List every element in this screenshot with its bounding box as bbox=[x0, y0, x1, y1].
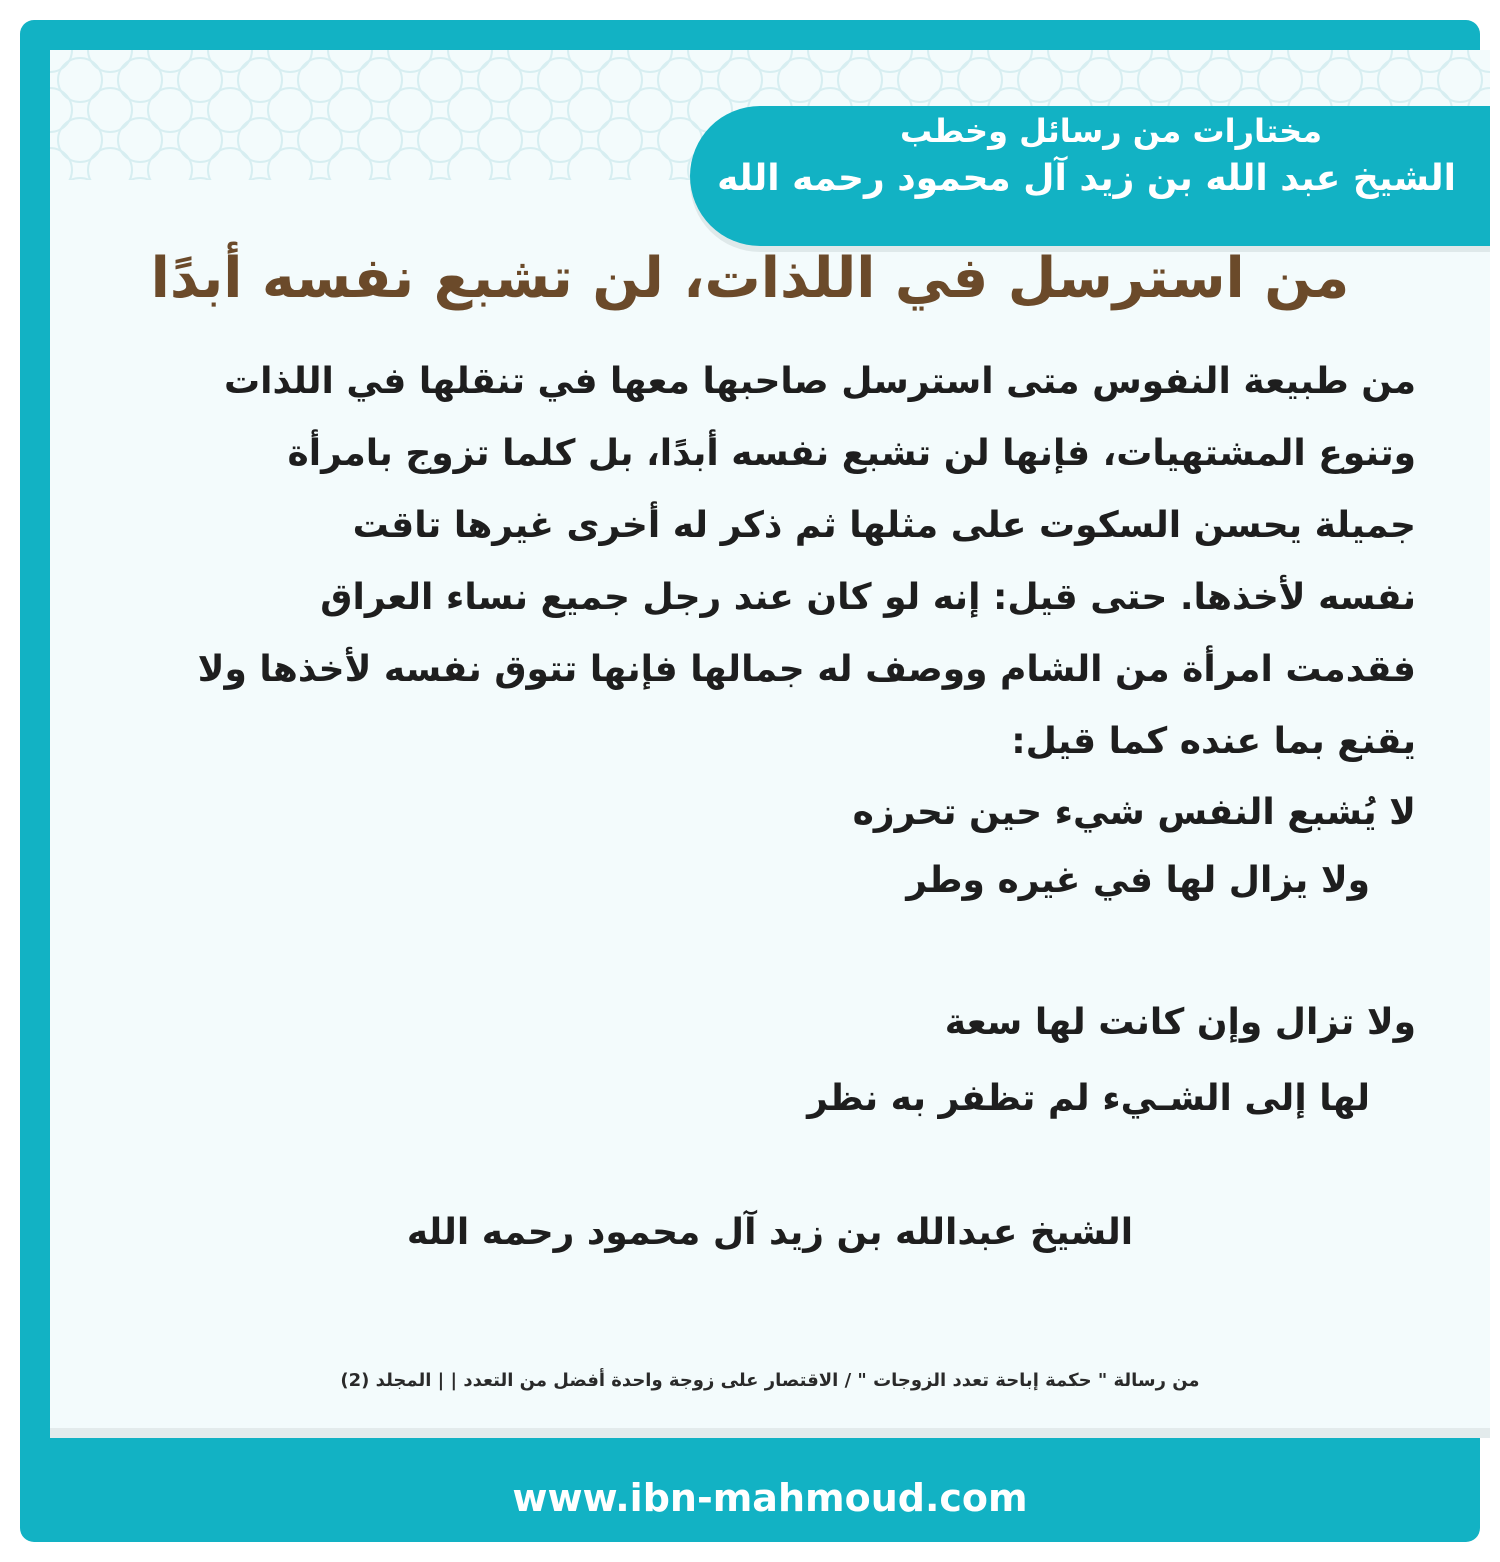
header-author: الشيخ عبد الله بن زيد آل محمود رحمه الله bbox=[717, 158, 1456, 199]
body-line: وتنوع المشتهيات، فإنها لن تشبع نفسه أبدًا، بل كلما تزوج بامرأة bbox=[287, 433, 1416, 474]
author-signature: الشيخ عبدالله بن زيد آل محمود رحمه الله bbox=[406, 1212, 1134, 1253]
poem-verse-3: ولا تزال وإن كانت لها سعة bbox=[944, 1002, 1416, 1043]
poem-verse-1: لا يُشبع النفس شيء حين تحرزه bbox=[852, 792, 1416, 833]
poem-verse-2: ولا يزال لها في غيره وطر bbox=[906, 860, 1370, 901]
page-title: من استرسل في اللذات، لن تشبع نفسه أبدًا bbox=[150, 246, 1350, 311]
body-paragraph bbox=[176, 346, 1416, 778]
source-citation: من رسالة " حكمة إباحة تعدد الزوجات " / الاقتصار على زوجة واحدة أفضل من التعدد | | المجلد (2) bbox=[340, 1370, 1200, 1391]
body-line: جميلة يحسن السكوت على مثلها ثم ذكر له أخرى غيرها تاقت bbox=[352, 505, 1416, 546]
content-panel bbox=[50, 50, 1490, 1438]
body-line: نفسه لأخذها. حتى قيل: إنه لو كان عند رجل جميع نساء العراق bbox=[320, 577, 1416, 618]
panel-divider bbox=[50, 1428, 1490, 1438]
body-line: فقدمت امرأة من الشام ووصف له جمالها فإنها تتوق نفسه لأخذها ولا bbox=[197, 649, 1416, 690]
poem-verse-4: لها إلى الشـيء لم تظفر به نظر bbox=[807, 1078, 1370, 1119]
header-band bbox=[690, 106, 1490, 246]
body-line: يقنع بما عنده كما قيل: bbox=[1011, 721, 1416, 762]
outer-frame bbox=[20, 20, 1480, 1542]
website-link[interactable]: www.ibn-mahmoud.com bbox=[512, 1476, 1028, 1520]
body-line: من طبيعة النفوس متى استرسل صاحبها معها في تنقلها في اللذات bbox=[223, 361, 1416, 402]
header-subtitle: مختارات من رسائل وخطب bbox=[899, 112, 1322, 150]
